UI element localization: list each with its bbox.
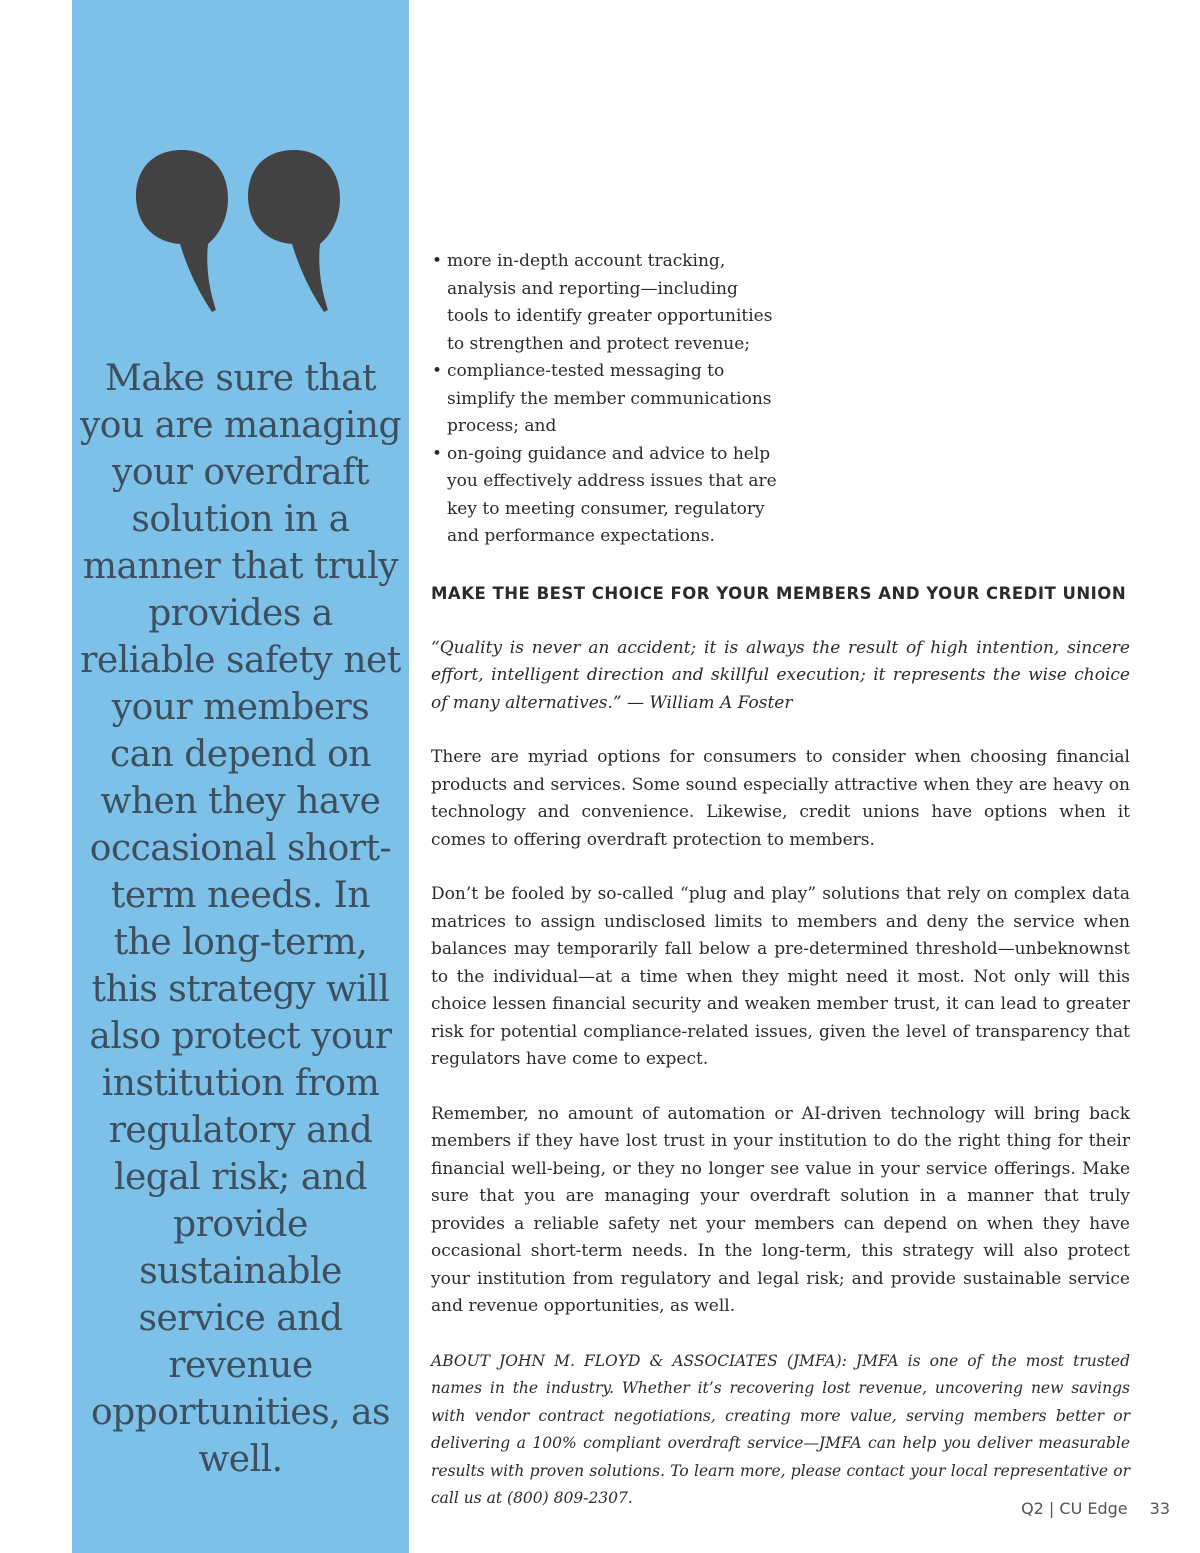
section-heading: MAKE THE BEST CHOICE FOR YOUR MEMBERS AND YOUR CREDIT UNION <box>431 583 1127 603</box>
bullet-text: compliance-tested messaging to simplify the member communications process; and <box>447 361 772 436</box>
about-blurb: ABOUT JOHN M. FLOYD & ASSOCIATES (JMFA): JMFA is one of the most trusted names in the industry. Whether it’s recovering lost revenue, uncovering new savings with vendor contract negotiations, creating more value, serving members better or delivering a 100% compliant overdraft service—JMFA can help you deliver measurable results with proven solutions. To learn more, please contact your local representative or call us at (800) 809-2307. <box>431 1351 1130 1507</box>
bullet-text: on-going guidance and advice to help you effectively address issues that are key to meeting consumer, regulatory and performance expectations. <box>447 443 777 546</box>
page-footer <box>980 1499 1170 1518</box>
bullet-icon: • <box>432 361 443 381</box>
pull-quote: Make sure that you are managing your overdraft solution in a manner that truly provides a reliable safety net your members can depend on when they have occasional short-term needs. In the long-term, this strategy will also protect your institution from regulatory and legal risk; and provide sustainable service and revenue opportunities, as well. <box>79 358 402 1480</box>
list-item <box>431 441 781 551</box>
list-item <box>431 248 781 358</box>
article-body <box>431 248 1130 1513</box>
body-paragraph: There are myriad options for consumers to consider when choosing financial products and services. Some sound especially attractive when they are heavy on technology and convenience. Likewise, credit unions have options when it comes to offering overdraft protection to members. <box>431 747 1130 850</box>
bullet-list <box>431 248 781 551</box>
bullet-text: more in-depth account tracking, analysis and reporting—including tools to identify greater opportunities to strengthen and protect revenue; <box>447 251 773 354</box>
body-paragraph: Don’t be fooled by so-called “plug and play” solutions that rely on complex data matrices to assign undisclosed limits to members and deny the service when balances may temporarily fall below a pre-determined threshold—unbeknownst to the individual—at a time when they might need it most. Not only will this choice lessen financial security and weaken member trust, it can lead to greater risk for potential compliance-related issues, given the level of transparency that regulators have come to expect. <box>431 884 1130 1069</box>
bullet-icon: • <box>432 443 443 464</box>
bullet-icon: • <box>432 251 443 271</box>
double-quote-icon <box>134 146 344 316</box>
list-item <box>431 358 781 441</box>
page-number: 33 <box>1149 1499 1170 1518</box>
sidebar-panel <box>72 0 409 1553</box>
epigraph-quote: “Quality is never an accident; it is always the result of high intention, sincere effort, intelligent direction and skillful execution; it represents the wise choice of many alternatives.” — William A Foster <box>431 637 1130 713</box>
publication-name: Q2 | CU Edge <box>1021 1499 1128 1518</box>
body-paragraph: Remember, no amount of automation or AI-driven technology will bring back members if they have lost trust in your institution to do the right thing for their financial well-being, or they no longer see value in your service offerings. Make sure that you are managing your overdraft solution in a manner that truly provides a reliable safety net your members can depend on when they have occasional short-term needs. In the long-term, this strategy will also protect your institution from regulatory and legal risk; and provide sustainable service and revenue opportunities, as well. <box>431 1103 1130 1316</box>
